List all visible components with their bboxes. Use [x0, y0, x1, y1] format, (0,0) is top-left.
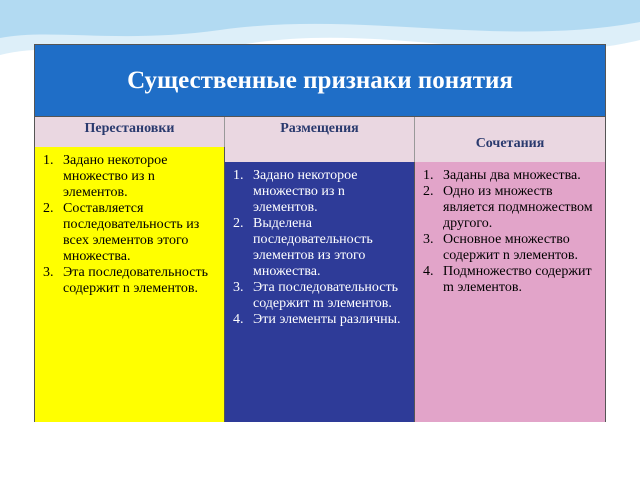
- item-text: Задано некоторое множество из n элементов.: [253, 168, 358, 215]
- item-text: Эти элементы различны.: [253, 312, 401, 327]
- header-permutations: [35, 117, 225, 147]
- list-item: [231, 312, 408, 328]
- header-label: Сочетания: [475, 136, 545, 151]
- item-text: Основное множество содержит n элементов.: [443, 232, 578, 263]
- item-text: Составляется последовательность из всех элементов этого множества.: [63, 201, 200, 264]
- item-text: Задано некоторое множество из n элементов.: [63, 153, 168, 200]
- item-number: 3.: [423, 232, 434, 247]
- item-number: 3.: [43, 265, 54, 280]
- list-item: [421, 264, 599, 296]
- header-label: Перестановки: [84, 121, 175, 136]
- item-number: 1.: [43, 153, 54, 168]
- column-combinations: [415, 162, 605, 422]
- item-text: Выделена последовательность элементов из этого множества.: [253, 216, 373, 279]
- header-label: Размещения: [280, 121, 359, 136]
- list-item: [231, 280, 408, 312]
- header-arrangements: [225, 117, 415, 162]
- column-arrangements: [225, 162, 415, 422]
- list-item: [231, 168, 408, 216]
- item-number: 1.: [233, 168, 244, 183]
- item-number: 2.: [423, 184, 434, 199]
- list-item: [41, 201, 218, 265]
- column-permutations: [35, 147, 225, 422]
- header-combinations: [415, 117, 605, 162]
- concept-table: [34, 44, 606, 422]
- item-text: Эта последовательность содержит n элементов.: [63, 265, 208, 296]
- list-item: [421, 184, 599, 232]
- item-number: 4.: [423, 264, 434, 279]
- item-number: 3.: [233, 280, 244, 295]
- list-item: [421, 168, 599, 184]
- list-item: [421, 232, 599, 264]
- item-number: 4.: [233, 312, 244, 327]
- item-number: 2.: [43, 201, 54, 216]
- list-item: [41, 153, 218, 201]
- item-text: Заданы два множества.: [443, 168, 581, 183]
- item-number: 1.: [423, 168, 434, 183]
- list-item: [41, 265, 218, 297]
- item-text: Одно из множеств является подмножеством другого.: [443, 184, 593, 231]
- item-number: 2.: [233, 216, 244, 231]
- item-text: Подмножество содержит m элементов.: [443, 264, 592, 295]
- table-title: Существенные признаки понятия: [35, 45, 605, 117]
- item-text: Эта последовательность содержит m элементов.: [253, 280, 398, 311]
- list-item: [231, 216, 408, 280]
